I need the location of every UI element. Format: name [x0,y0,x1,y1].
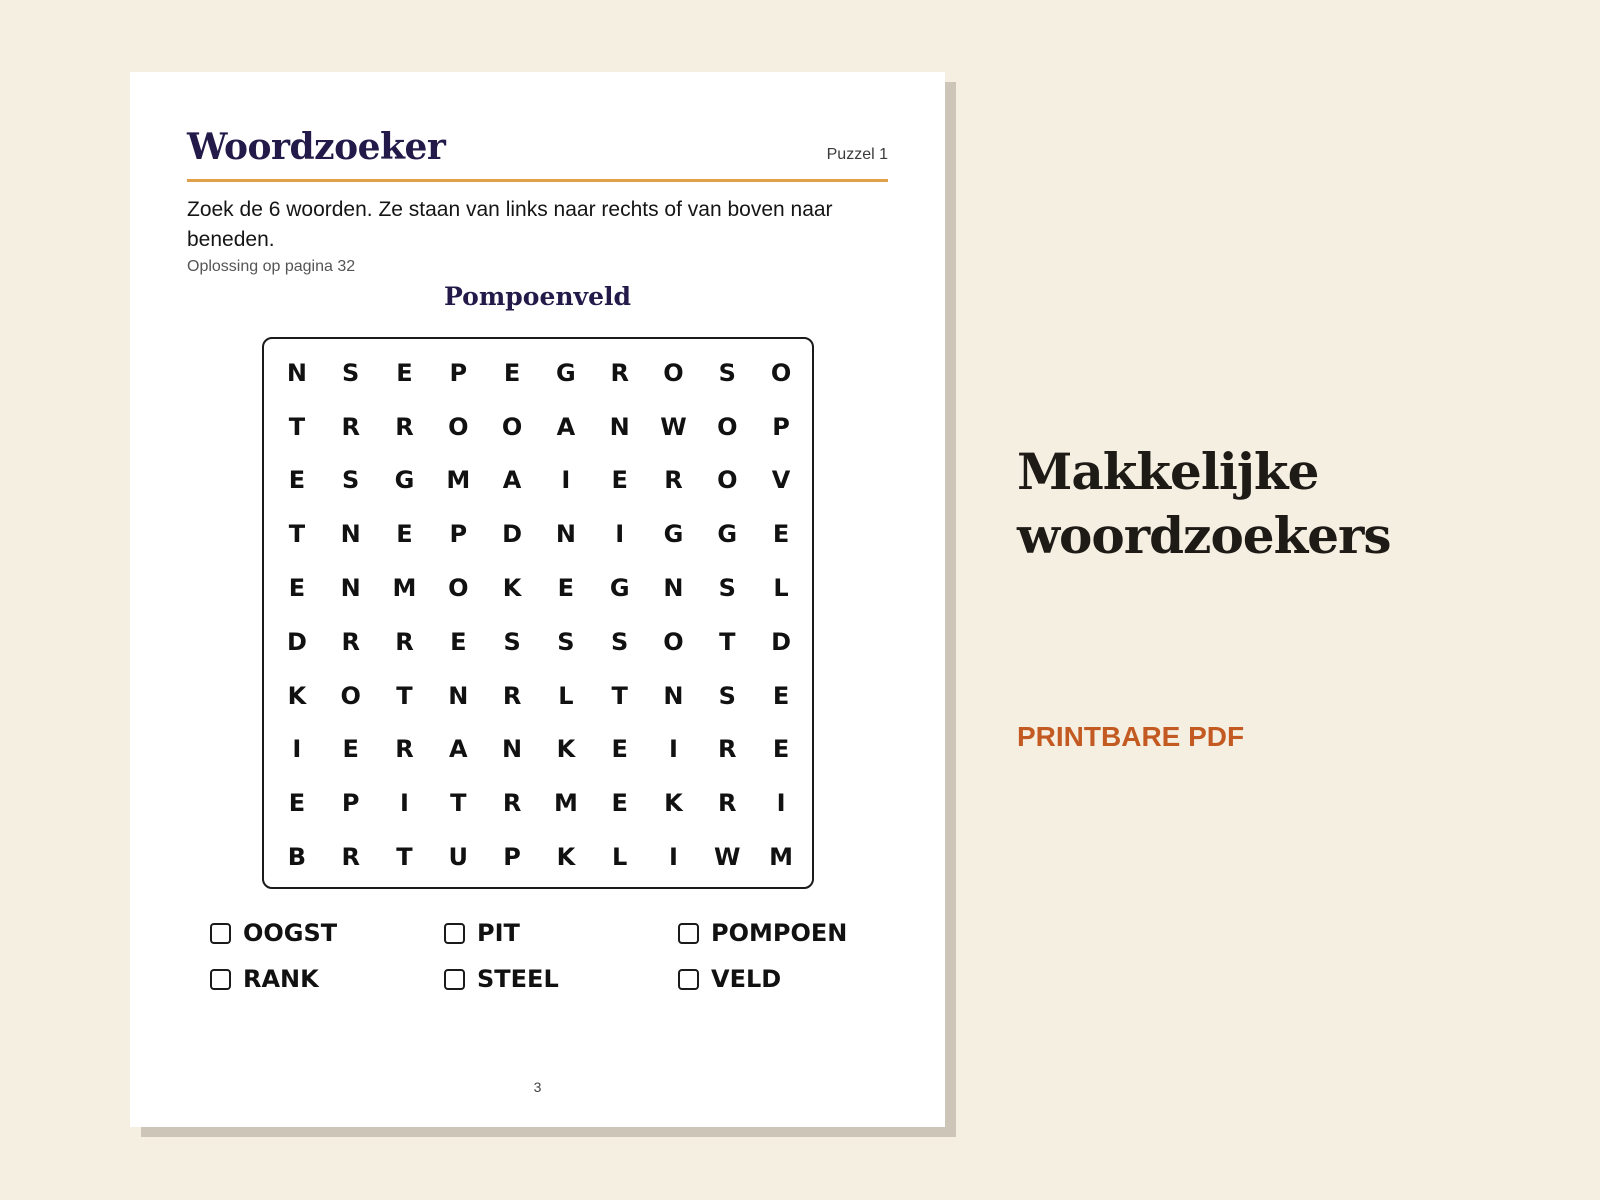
grid-letter: N [448,681,469,710]
grid-letter: R [341,627,360,656]
grid-letter: R [395,412,414,441]
grid-letter: N [555,520,576,549]
grid-letter: K [664,789,683,818]
word-label: RANK [243,965,319,993]
grid-letter: O [663,358,684,387]
grid-letter: P [449,358,468,387]
grid-letter: T [719,627,736,656]
word-item-rank[interactable] [210,956,444,1002]
grid-letter: W [714,843,741,872]
grid-letter: E [611,466,628,495]
word-checkbox[interactable] [210,969,231,990]
grid-letter: R [664,466,683,495]
word-item-veld[interactable] [678,956,890,1002]
grid-letter: S [342,358,360,387]
grid-letter: S [557,627,575,656]
grid-letter: N [663,681,684,710]
grid-letter: R [502,681,522,710]
letter-grid-frame [262,337,814,889]
word-item-oogst[interactable] [210,910,444,956]
instructions-text: Zoek de 6 woorden. Ze staan van links naar rechts of van boven naar beneden. [187,198,833,251]
grid-letter: M [553,789,578,818]
grid-title: Pompoenveld [444,282,631,311]
grid-letter: N [609,412,630,441]
word-checkbox[interactable] [444,969,465,990]
grid-letter: D [502,520,523,549]
grid-letter: O [448,412,469,441]
grid-letter: R [395,735,414,764]
grid-letter: E [450,627,467,656]
grid-letter: E [396,358,413,387]
word-checkbox[interactable] [678,969,699,990]
page-title: Woordzoeker [187,126,446,168]
grid-letter: N [663,574,684,603]
grid-letter: N [340,520,361,549]
grid-letter: G [556,358,576,387]
grid-letter: N [340,574,361,603]
word-item-steel[interactable] [444,956,678,1002]
word-label: PIT [477,919,520,947]
grid-letter: S [611,627,629,656]
grid-letter: T [396,843,413,872]
grid-letter: E [342,735,359,764]
page-header [187,124,888,182]
grid-letter: G [609,574,630,603]
grid-letter: E [772,520,790,549]
grid-letter: G [717,520,738,549]
puzzle-page [130,72,945,1127]
word-checkbox[interactable] [210,923,231,944]
grid-letter: E [288,466,306,495]
grid-letter: R [718,735,737,764]
grid-letter: I [615,520,625,549]
grid-letter: I [292,735,302,764]
grid-letter: L [612,843,628,872]
grid-letter: N [286,358,307,387]
grid-letter: O [340,681,361,710]
word-checkbox[interactable] [678,923,699,944]
grid-letter: I [669,735,678,764]
grid-letter: E [772,681,790,710]
grid-letter: S [718,358,736,387]
grid-letter: L [558,681,574,710]
solution-note: Oplossing op pagina 32 [187,258,356,275]
grid-letter: O [717,466,738,495]
grid-letter: K [556,843,576,872]
word-label: VELD [711,965,782,993]
promo-heading-line-1: Makkelijke [1017,442,1319,501]
grid-letter: A [449,735,468,764]
grid-letter: R [718,789,737,818]
grid-letter: O [663,627,684,656]
word-label: OOGST [243,919,338,947]
promo-heading-line-2: woordzoekers [1017,506,1391,565]
grid-letter: T [288,412,306,441]
grid-letter: A [556,412,576,441]
grid-letter: W [660,412,687,441]
grid-letter: P [503,843,521,872]
grid-letter: R [341,412,360,441]
word-item-pompoen[interactable] [678,910,890,956]
letter-grid [270,346,806,884]
grid-letter: O [501,412,523,441]
grid-letter: D [286,627,307,656]
grid-letter: G [394,466,415,495]
grid-letter: V [771,466,791,495]
grid-letter: O [448,574,469,603]
grid-letter: R [341,843,360,872]
grid-letter: N [502,735,523,764]
grid-letter: E [772,735,790,764]
grid-letter: K [556,735,576,764]
word-label: STEEL [477,965,559,993]
grid-letter: P [341,789,360,818]
word-item-pit[interactable] [444,910,678,956]
grid-letter: T [396,681,413,710]
grid-letter: I [776,789,786,818]
grid-letter: S [718,574,736,603]
grid-letter: T [288,520,306,549]
grid-letter: E [503,358,521,387]
grid-letter: I [669,843,678,872]
grid-letter: A [502,466,522,495]
grid-letter: O [717,412,738,441]
grid-letter: T [450,789,467,818]
grid-letter: R [610,358,629,387]
grid-letter: R [395,627,414,656]
grid-letter: L [773,574,789,603]
word-list [210,910,890,1002]
grid-letter: D [771,627,792,656]
word-label: POMPOEN [711,919,848,947]
grid-letter: E [288,574,306,603]
grid-letter: M [392,574,417,603]
promo-heading [1017,440,1577,568]
grid-letter: I [561,466,571,495]
word-checkbox[interactable] [444,923,465,944]
printable-pdf-badge: PRINTBARE PDF [1017,721,1245,752]
grid-letter: M [769,843,794,872]
grid-letter: P [772,412,790,441]
grid-letter: U [448,843,469,872]
grid-letter: S [718,681,736,710]
page-number: 3 [533,1079,542,1095]
grid-letter: E [611,789,628,818]
grid-letter: O [770,358,792,387]
grid-letter: S [342,466,360,495]
grid-letter: E [611,735,628,764]
grid-letter: T [611,681,628,710]
grid-letter: E [396,520,413,549]
grid-letter: M [446,466,471,495]
grid-letter: R [502,789,522,818]
puzzle-label: Puzzel 1 [826,146,888,163]
grid-letter: K [502,574,522,603]
grid-letter: G [663,520,684,549]
grid-letter: K [287,681,307,710]
grid-letter: B [287,843,307,872]
grid-letter: P [449,520,468,549]
grid-letter: S [503,627,521,656]
grid-letter: E [557,574,575,603]
grid-letter: I [400,789,409,818]
grid-letter: E [288,789,306,818]
